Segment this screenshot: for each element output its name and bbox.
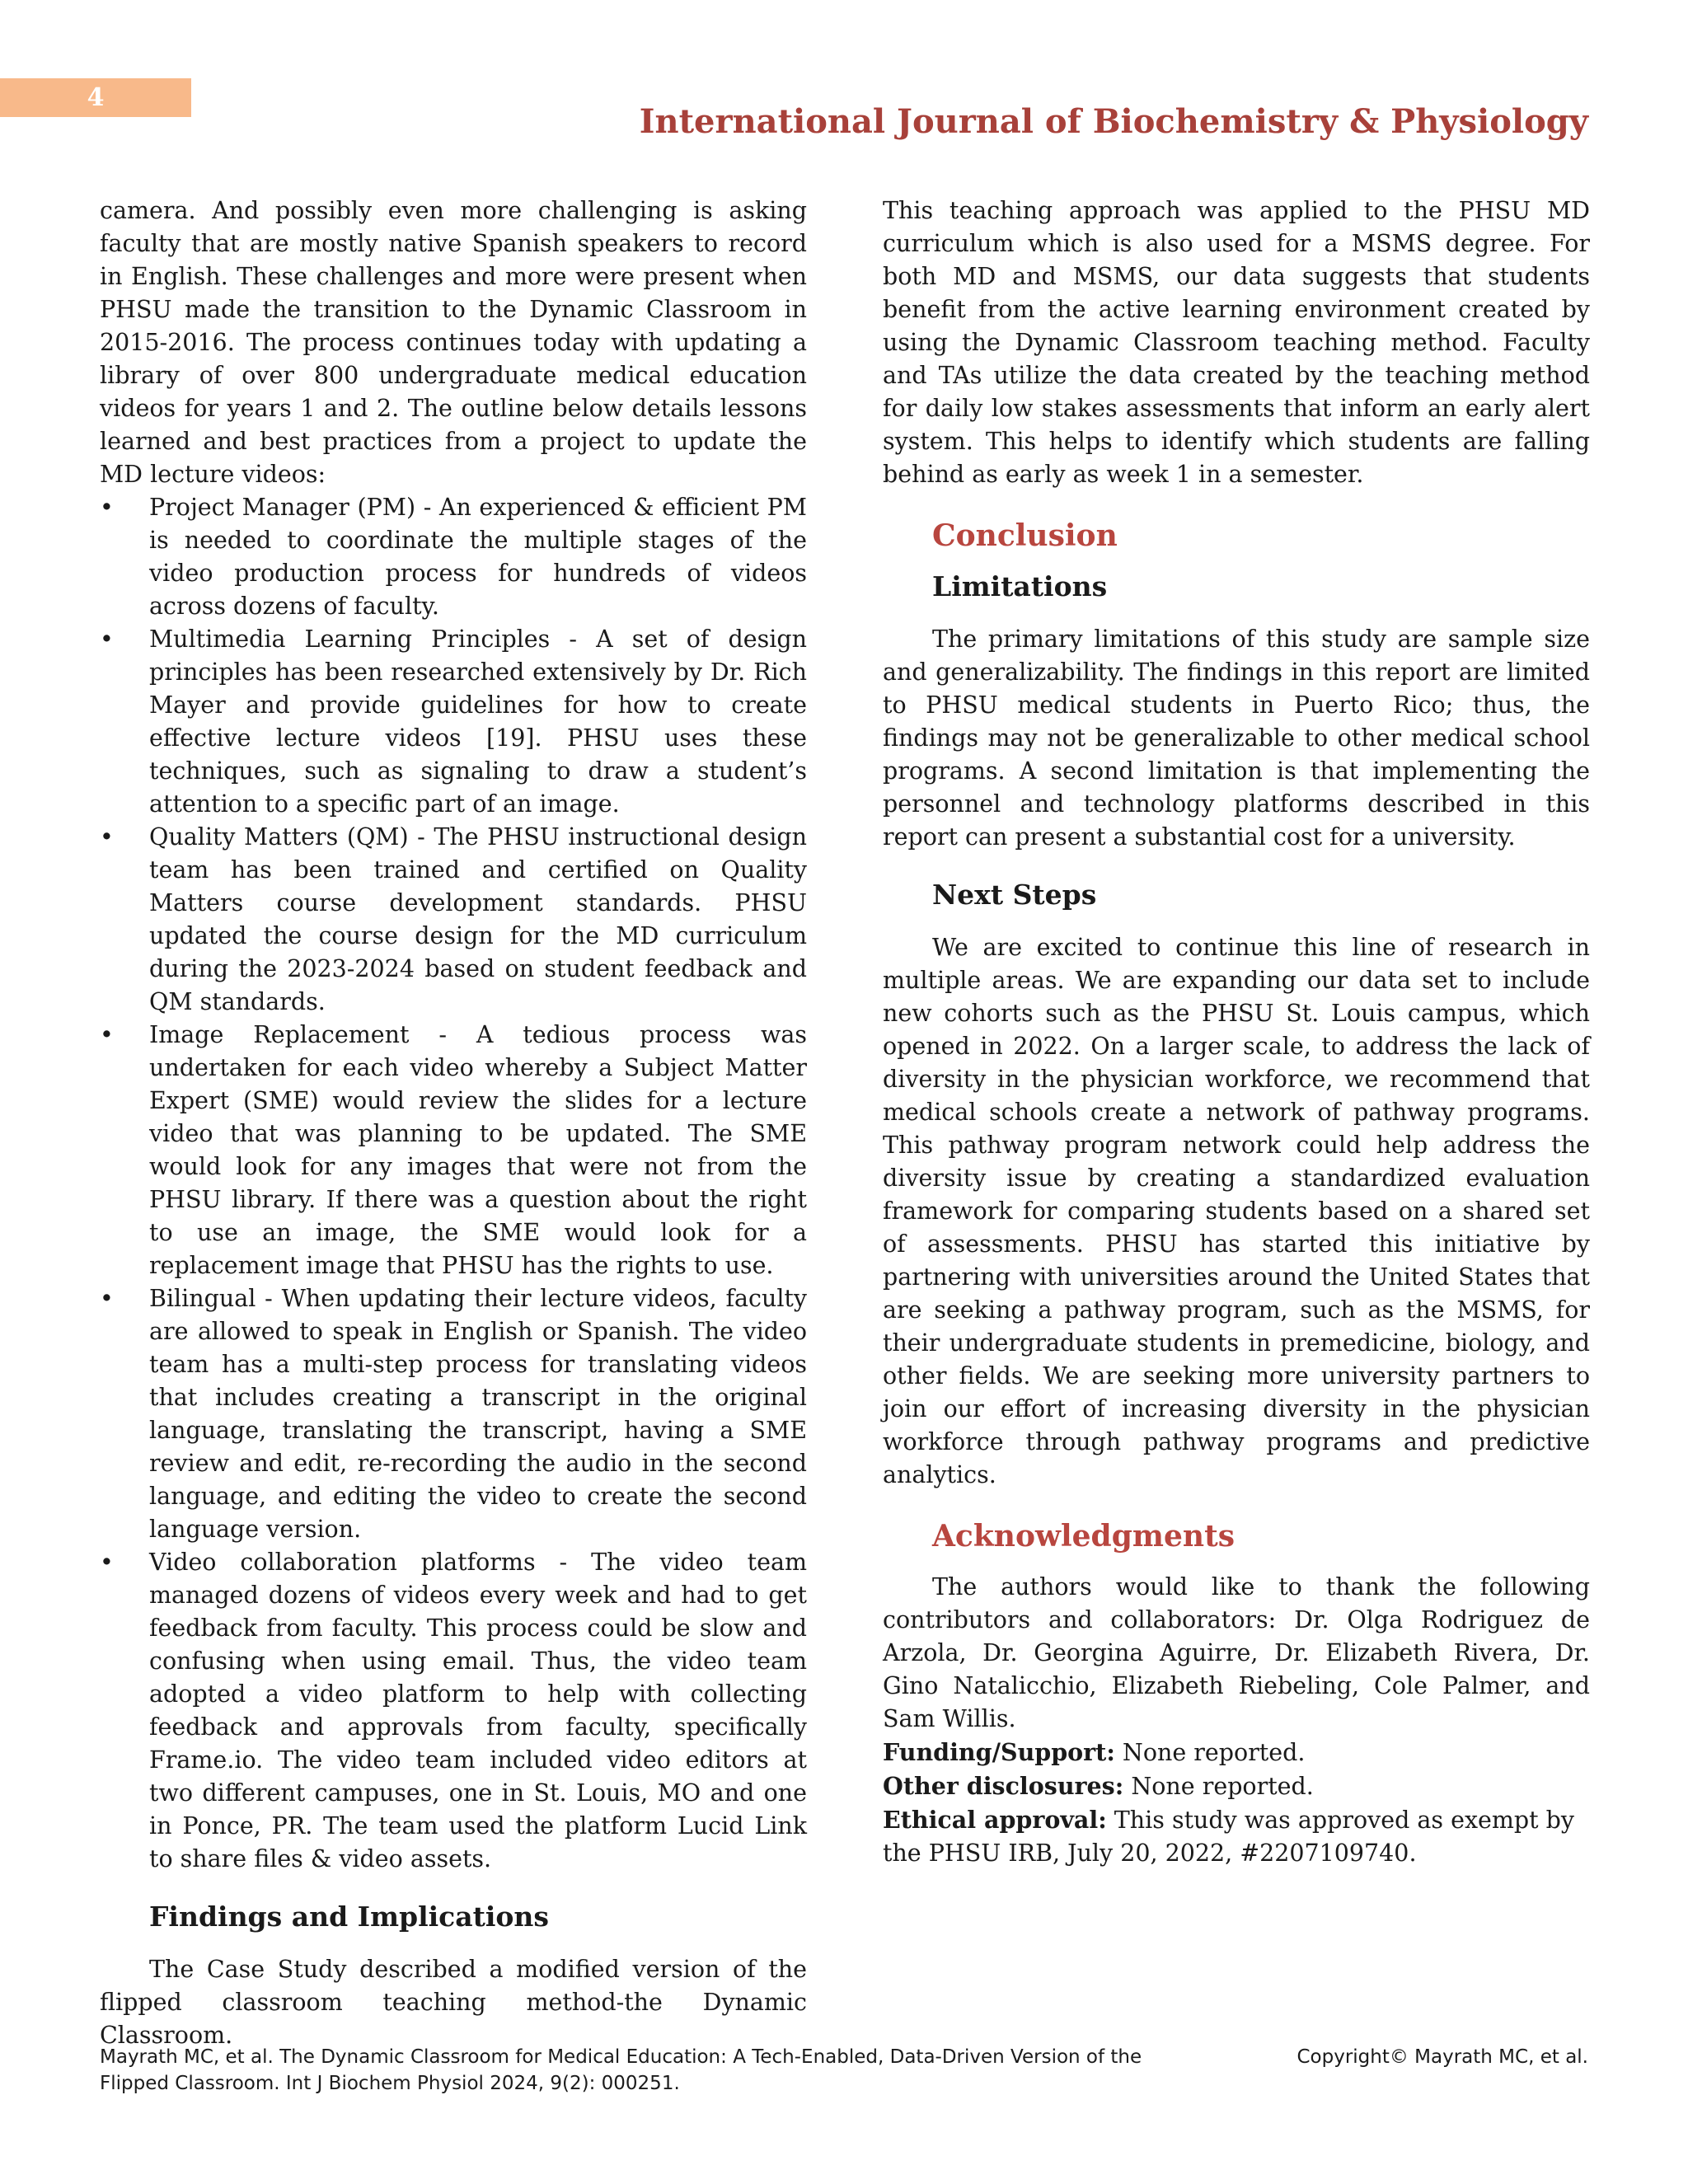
right-column: [883, 194, 1590, 1870]
continuation-paragraph: This teaching approach was applied to the PHSU MD curriculum which is also used for a MSMS degree. For both MD and MSMS, our data suggests that students benefit from the active learning environment created by using the Dynamic Classroom teaching method. Faculty and TAs utilize the data created by the teaching method for daily low stakes assessments that inform an early alert system. This helps to identify which students are falling behind as early as week 1 in a semester.: [883, 197, 1590, 488]
list-item-text: Quality Matters (QM) - The PHSU instructional design team has been trained and certified on Quality Matters course development standards. PHSU updated the course design for the MD curriculum during the 2023-2024 based on student feedback and QM standards.: [149, 823, 807, 1015]
acknowledgments-paragraph: The authors would like to thank the following contributors and collaborators: Dr. Olga Rodriguez de Arzola, Dr. Georgina Aguirre, Dr. Elizabeth Rivera, Dr. Gino Natalicchio, Elizabeth Riebeling, Cole Palmer, and Sam Willis.: [883, 1573, 1590, 1732]
findings-paragraph: The Case Study described a modified version of the flipped classroom teaching method-the Dynamic Classroom.: [100, 1956, 807, 2049]
conclusion-heading: Conclusion: [932, 518, 1118, 553]
page-number-tab: [0, 78, 191, 117]
ethics-line: [883, 1803, 1590, 1870]
list-item-text: Bilingual - When updating their lecture videos, faculty are allowed to speak in English or Spanish. The video team has a multi-step process for translating videos that includes creating a transcript in the original language, translating the transcript, having a SME review and edit, re-recording the audio in the second language, and editing the video to create the second language version.: [149, 1285, 807, 1543]
list-item: [100, 1546, 807, 1876]
acknowledgments-heading: Acknowledgments: [932, 1519, 1235, 1554]
bullet-icon: •: [100, 823, 114, 851]
list-item-text: Image Replacement - A tedious process was undertaken for each video whereby a Subject Matter Expert (SME) would review the slides for a lecture video that was planning to be updated. The SME would look for any images that were not from the PHSU library. If there was a question about the right to use an image, the SME would look for a replacement image that PHSU has the rights to use.: [149, 1021, 807, 1279]
funding-value: None reported.: [1114, 1739, 1306, 1766]
bullet-icon: •: [100, 626, 114, 653]
funding-label: Funding/Support:: [883, 1738, 1115, 1766]
list-item: [100, 1019, 807, 1282]
left-column: [100, 194, 807, 2052]
footer-copyright: Copyright© Mayrath MC, et al.: [1296, 2046, 1588, 2068]
list-item-text: Video collaboration platforms - The video team managed dozens of videos every week and had to get feedback from faculty. This process could be slow and confusing when using email. Thus, the video team adopted a video platform to help with collecting feedback and approvals from faculty, specifically Frame.io. The video team included video editors at two different campuses, one in St. Louis, MO and one in Ponce, PR. The team used the platform Lucid Link to share files & video assets.: [149, 1549, 807, 1872]
disclosures-line: [883, 1769, 1590, 1803]
journal-title: International Journal of Biochemistry & Physiology: [639, 102, 1588, 141]
list-item: [100, 623, 807, 821]
intro-paragraph: camera. And possibly even more challenging is asking faculty that are mostly native Spanish speakers to record in English. These challenges and more were present when PHSU made the transition to the Dynamic Classroom in 2015-2016. The process continues today with updating a library of over 800 undergraduate medical education videos for years 1 and 2. The outline below details lessons learned and best practices from a project to update the MD lecture videos:: [100, 197, 807, 488]
page-number: 4: [87, 83, 105, 112]
disclosures-label: Other disclosures:: [883, 1772, 1124, 1800]
bullet-icon: •: [100, 1021, 114, 1048]
footer-citation: Mayrath MC, et al. The Dynamic Classroom for Medical Education: A Tech-Enabled, Data-Driven Version of the Flipped Classroom. Int J Biochem Physiol 2024, 9(2): 000251.: [100, 2046, 1142, 2094]
funding-line: [883, 1736, 1590, 1769]
bullet-icon: •: [100, 494, 114, 521]
lessons-list: [100, 491, 807, 1876]
next-steps-paragraph: We are excited to continue this line of research in multiple areas. We are expanding our data set to include new cohorts such as the PHSU St. Louis campus, which opened in 2022. On a larger scale, to address the lack of diversity in the physician workforce, we recommend that medical schools create a network of pathway programs. This pathway program network could help address the diversity issue by creating a standardized evaluation framework for comparing students based on a shared set of assessments. PHSU has started this initiative by partnering with universities around the United States that are seeking a pathway program, such as the MSMS, for their undergraduate students in premedicine, biology, and other fields. We are seeking more university partners to join our effort of increasing diversity in the physician workforce through pathway programs and predictive analytics.: [883, 934, 1590, 1488]
list-item: [100, 1282, 807, 1546]
list-item: [100, 821, 807, 1019]
list-item: [100, 491, 807, 623]
bullet-icon: •: [100, 1285, 114, 1312]
limitations-paragraph: The primary limitations of this study are sample size and generalizability. The findings in this report are limited to PHSU medical students in Puerto Rico; thus, the findings may not be generalizable to other medical school programs. A second limitation is that implementing the personnel and technology platforms described in this report can present a substantial cost for a university.: [883, 626, 1590, 851]
disclosures-value: None reported.: [1123, 1773, 1314, 1800]
list-item-text: Project Manager (PM) - An experienced & efficient PM is needed to coordinate the multiple stages of the video production process for hundreds of videos across dozens of faculty.: [149, 494, 807, 620]
ethics-value: This study was approved as exempt by the PHSU IRB, July 20, 2022, #2207109740.: [883, 1807, 1575, 1867]
limitations-heading: Limitations: [932, 570, 1108, 602]
next-steps-heading: Next Steps: [932, 879, 1097, 911]
bullet-icon: •: [100, 1549, 114, 1576]
ethics-label: Ethical approval:: [883, 1806, 1107, 1834]
list-item-text: Multimedia Learning Principles - A set of design principles has been researched extensively by Dr. Rich Mayer and provide guidelines for how to create effective lecture videos [19]. PHSU uses these techniques, such as signaling to draw a student’s attention to a specific part of an image.: [149, 626, 807, 818]
findings-heading: Findings and Implications: [149, 1900, 549, 1933]
